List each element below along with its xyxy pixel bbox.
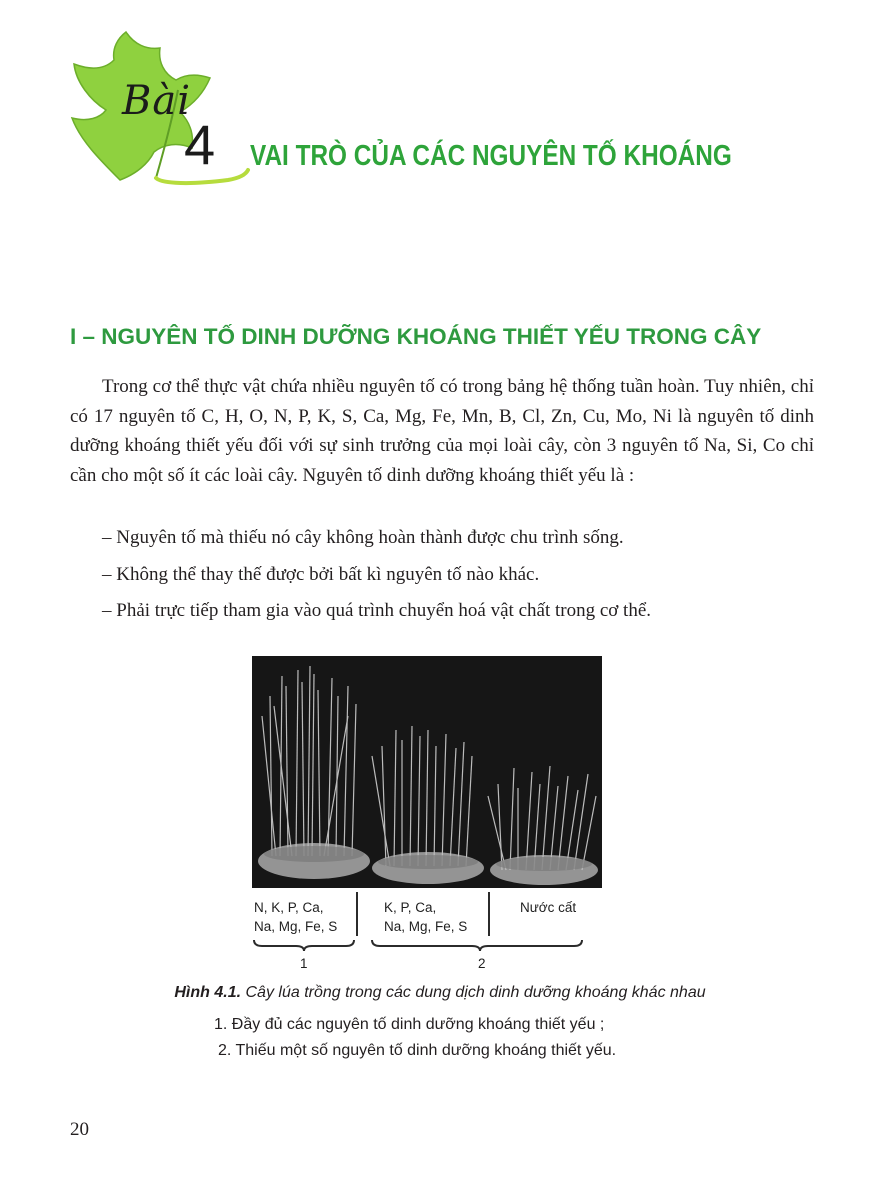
intro-paragraph: Trong cơ thể thực vật chứa nhiều nguyên tố có trong bảng hệ thống tuần hoàn. Tuy nhiên, chỉ có 17 nguyên tố C, H, O, N, P, K, S, Ca, Mg, Fe, Mn, B, Cl, Zn, Cu, Mo, Ni là nguyên tố dinh dưỡng khoáng thiết yếu đối với sự sinh trưởng của mọi loài cây, còn 3 nguyên tố Na, Si, Co chỉ cần cho một số ít các loài cây. Nguyên tố dinh dưỡng khoáng thiết yếu là : [70,376,814,486]
label-1-line1: N, K, P, Ca, [254,900,324,915]
label-2-line2: Na, Mg, Fe, S [384,919,468,934]
figure-caption [0,984,880,1002]
caption-line-1: 1. Đầy đủ các nguyên tố dinh dưỡng khoáng thiết yếu ; [214,1016,605,1033]
lesson-header [60,30,840,200]
group-2-number: 2 [478,956,486,971]
caption-line-2: 2. Thiếu một số nguyên tố dinh dưỡng khoáng thiết yếu. [218,1042,617,1059]
list-item: – Phải trực tiếp tham gia vào quá trình chuyển hoá vật chất trong cơ thể. [102,600,652,621]
label-3: Nước cất [520,900,577,915]
label-group-2 [384,898,467,936]
label-group-1 [254,898,337,936]
group-brackets [252,938,602,954]
caption-text: Cây lúa trồng trong các dung dịch dinh dưỡng khoáng khác nhau [241,984,706,1001]
rice-plants-photo [252,656,602,888]
criteria-list [102,523,651,633]
lesson-word: Bài [122,78,192,124]
page-number: 20 [70,1119,89,1140]
list-item: – Không thể thay thế được bởi bất kì nguyên tố nào khác. [102,563,540,585]
lesson-number: 4 [184,113,216,176]
list-item: – Nguyên tố mà thiếu nó cây không hoàn thành được chu trình sống. [102,527,624,548]
section-heading: I – NGUYÊN TỐ DINH DƯỠNG KHOÁNG THIẾT YẾU TRONG CÂY [70,324,762,349]
caption-label: Hình 4.1. [174,984,242,1001]
label-2-line1: K, P, Ca, [384,900,437,915]
divider [488,892,490,936]
plants-illustration [252,656,602,888]
lesson-title: VAI TRÒ CỦA CÁC NGUYÊN TỐ KHOÁNG [250,140,732,172]
figure-labels [252,890,602,980]
label-1-line2: Na, Mg, Fe, S [254,919,338,934]
divider [356,892,358,936]
group-1-number: 1 [300,956,308,971]
